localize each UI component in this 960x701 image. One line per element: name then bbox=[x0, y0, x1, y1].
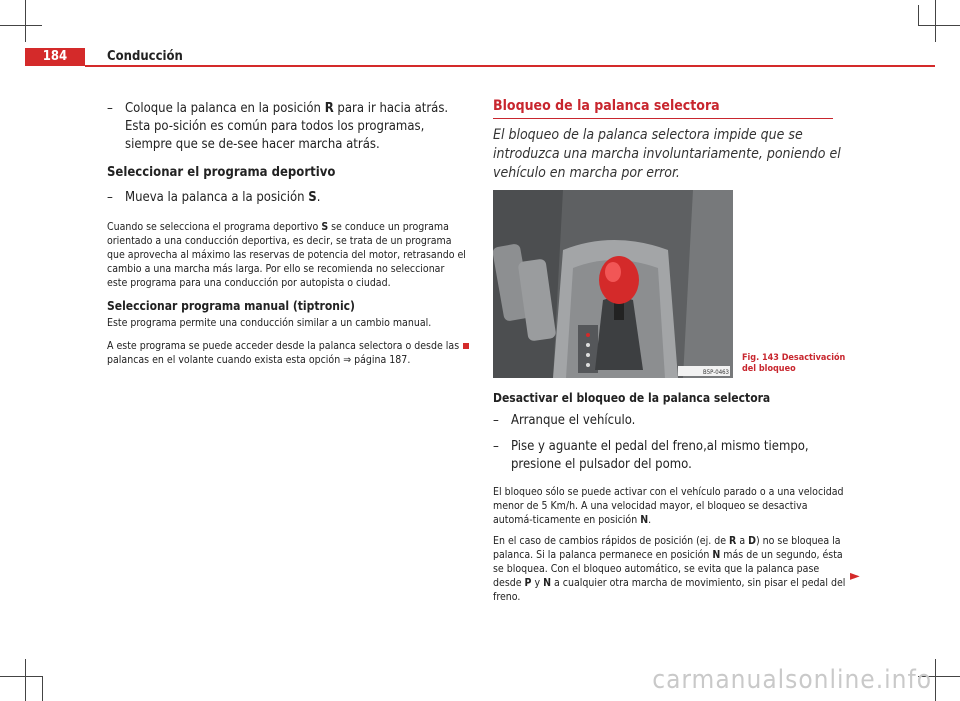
figure-caption: Fig. 143 Desactivación del bloqueo bbox=[742, 353, 846, 374]
heading-deactivate: Desactivar el bloqueo de la palanca selectora bbox=[493, 391, 771, 405]
end-square-icon bbox=[463, 343, 469, 349]
crop-mark bbox=[935, 659, 936, 701]
list-item: – Coloque la palanca en la posición R para ir hacia atrás. Esta po-sición es común para todos los programas, siempre que se de-see hacer marcha atrás. bbox=[107, 101, 449, 152]
crop-mark bbox=[0, 25, 42, 26]
section-title: Conducción bbox=[107, 49, 183, 64]
crop-mark bbox=[42, 676, 43, 701]
intro-text: El bloqueo de la palanca selectora impide que se introduzca una marcha involuntariamente, poniendo el vehículo en marcha por error. bbox=[493, 127, 841, 181]
list-item: – Arranque el vehículo. bbox=[493, 413, 636, 428]
crop-mark bbox=[25, 0, 26, 42]
heading-manual: Seleccionar programa manual (tiptronic) bbox=[107, 299, 355, 313]
crop-mark bbox=[0, 676, 42, 677]
page-number: 184 bbox=[25, 48, 85, 66]
left-column bbox=[107, 100, 467, 367]
footer-watermark: carmanualsonline.info bbox=[652, 665, 932, 695]
list-item: – Pise y aguante el pedal del freno,al mismo tiempo, presione el pulsador del pomo. bbox=[493, 439, 809, 472]
gear-console-illustration bbox=[493, 190, 733, 378]
header-rule bbox=[85, 65, 935, 67]
section-heading: Bloqueo de la palanca selectora bbox=[493, 97, 833, 119]
figure-gear-lever bbox=[493, 190, 733, 378]
list-item: – Mueva la palanca a la posición S. bbox=[107, 190, 321, 205]
paragraph-fast-change: En el caso de cambios rápidos de posición (ej. de R a D) no se bloquea la palanca. Si la palanca permanece en posición N más de un segundo, ésta se bloquea. Con el bloqueo automático, se evita que la palanca pase desde P y N a cualquier otra marcha de movimiento, sin pisar el pedal del freno. bbox=[493, 535, 846, 603]
arrow-right-icon: ► bbox=[850, 568, 860, 584]
paragraph-sport: Cuando se selecciona el programa deportivo S se conduce un programa orientado a una conducción deportiva, es decir, se trata de un programa que aprovecha al máximo las reservas de potencia del motor, retrasando el cambio a una marcha más larga. Por ello se recomienda no seleccionar este programa para una conducción por autopista o ciudad. bbox=[107, 221, 466, 289]
paragraph-lock: El bloqueo sólo se puede activar con el vehículo parado o a una velocidad menor de 5 Km/h. A una velocidad mayor, el bloqueo se desactiva automá-ticamente en posición N. bbox=[493, 486, 844, 526]
crop-mark bbox=[918, 25, 960, 26]
figure-code: B5P-0463 bbox=[703, 369, 729, 376]
paragraph-access: A este programa se puede acceder desde la palanca selectora o desde las palancas en el volante cuando exista esta opción ⇒ página 187. bbox=[107, 340, 460, 366]
crop-mark bbox=[935, 0, 936, 42]
crop-mark bbox=[918, 5, 919, 25]
right-column bbox=[493, 390, 848, 604]
heading-sport: Seleccionar el programa deportivo bbox=[107, 165, 336, 180]
paragraph-manual: Este programa permite una conducción similar a un cambio manual. bbox=[107, 317, 432, 329]
crop-mark bbox=[25, 659, 26, 701]
